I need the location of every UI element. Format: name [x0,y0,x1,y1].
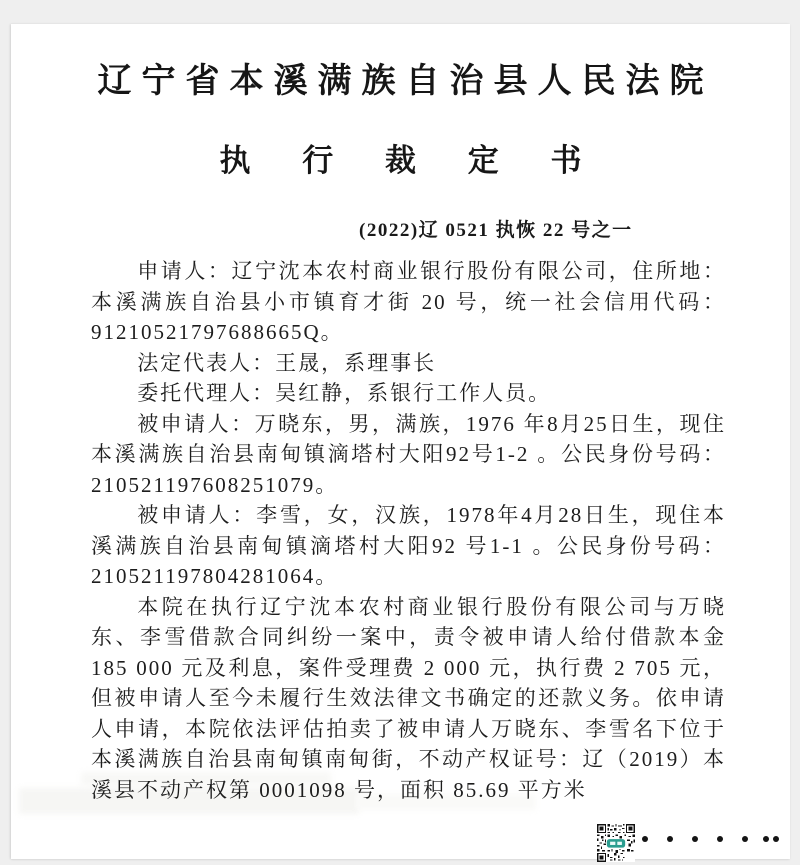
paragraph-legal-representative: 法定代表人：王晟，系理事长 [137,350,437,375]
paragraph-entrusted-agent: 委托代理人：吴红静，系银行工作人员。 [137,381,552,405]
footer-dot [692,836,698,842]
paragraph-respondent-2: 被申请人：李雪，女，汉族，1978年4月28日生，现住本溪满族自治县南甸镇滴塔村大阳92 号1-1 。公民身份号码：210521197804281064。 [91,503,726,588]
qr-code-icon [597,824,635,862]
footer-dot [717,836,723,842]
paragraph-ruling-body: 本院在执行辽宁沈本农村商业银行股份有限公司与万晓东、李雪借款合同纠纷一案中，责令被申请人给付借款本金 185 000 元及利息，案件受理费 2 000 元，执行费 2 705 元，但被申请人至今未履行生效法律文书确定的还款义务。依申请人申请，本院依法评估拍卖了被申请人万晓东、李雪名下位于本溪满族自治县南甸镇南甸街，不动产权证号：辽（2019）本溪县不动产权第 0001098 号，面积 85.69 平方米 [91,594,726,802]
paragraph-respondent-1: 被申请人：万晓东，男，满族，1976 年8月25日生，现住本溪满族自治县南甸镇滴塔村大阳92号1-2 。公民身份号码：210521197608251079。 [91,411,726,497]
footer-dot [642,836,648,842]
court-name: 辽宁省本溪满族自治县人民法院 [97,63,714,100]
paragraph-applicant: 申请人：辽宁沈本农村商业银行股份有限公司，住所地：本溪满族自治县小市镇育才街 20 号，统一社会信用代码：91210521797688665Q。 [91,259,726,344]
document-title: 执 行 裁 定 书 [219,143,604,178]
case-number: (2022)辽 0521 执恢 22 号之一 [359,220,633,241]
footer-dot [742,836,748,842]
document-page [11,24,790,859]
footer-dot [667,836,673,842]
footer-dot [763,836,769,842]
document-body [91,256,726,805]
footer-dot [773,836,779,842]
